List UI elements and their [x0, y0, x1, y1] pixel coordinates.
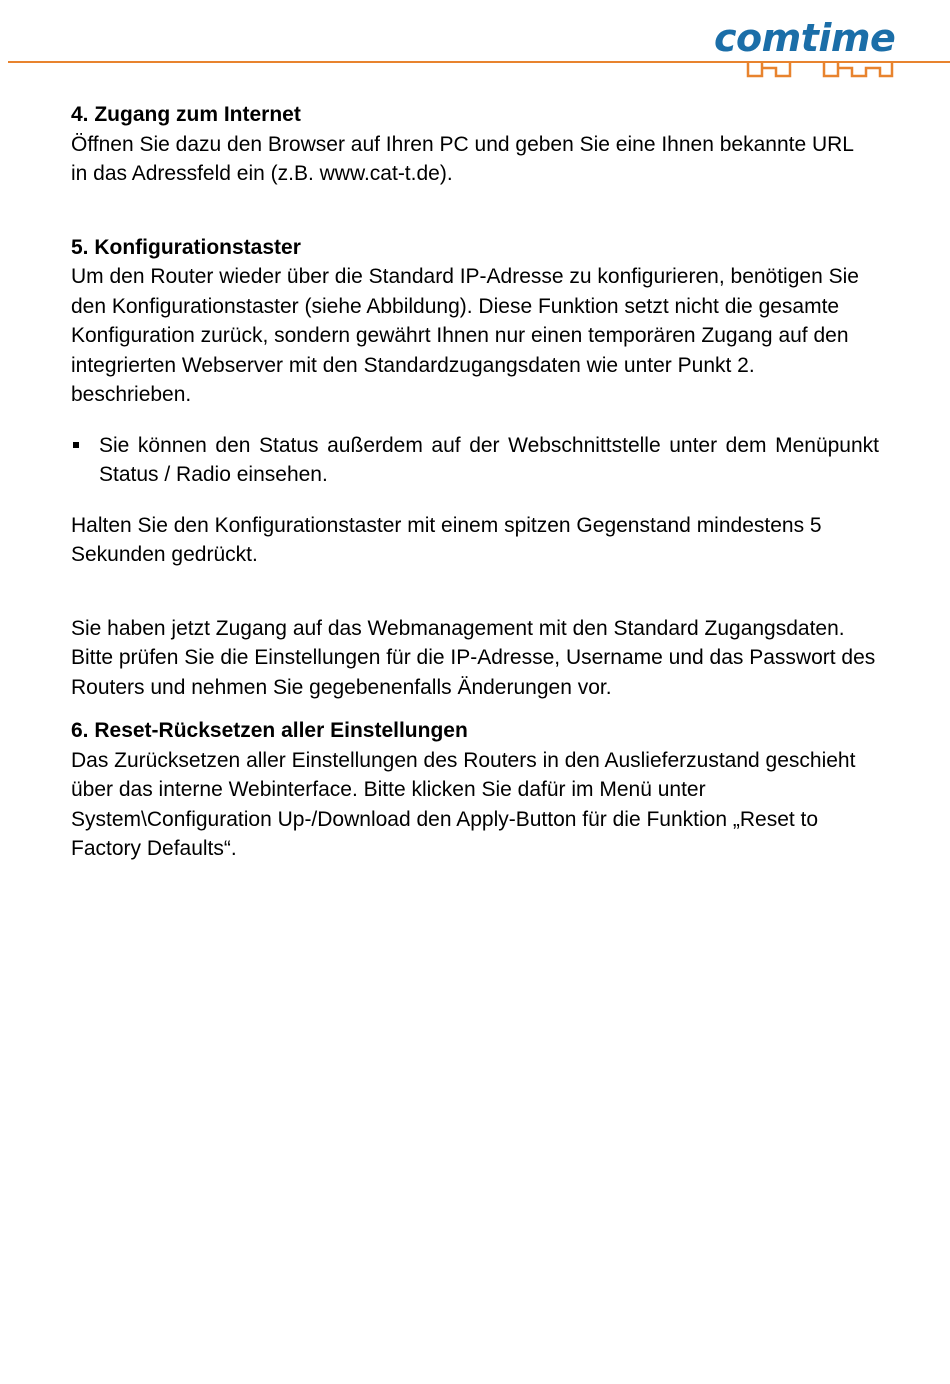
logo-wordmark: comtime	[714, 16, 896, 60]
bullet-text: Sie können den Status außerdem auf der Webschnittstelle unter dem Menüpunkt Status / Radio einsehen.	[99, 433, 879, 486]
section-4-title: 4. Zugang zum Internet	[71, 103, 301, 126]
comtime-logo	[714, 12, 924, 84]
section-5-para3: Sie haben jetzt Zugang auf das Webmanagement mit den Standard Zugangsdaten. Bitte prüfen Sie die Einstellungen für die IP-Adresse, Username und das Passwort des Routers und nehmen Sie gegebenenfalls Änderungen vor.	[71, 616, 876, 699]
bullet-square-icon	[73, 442, 79, 448]
section-5-para2: Halten Sie den Konfigurationstaster mit einem spitzen Gegenstand mindestens 5 Sekunden gedrückt.	[71, 513, 822, 566]
page-header	[0, 0, 950, 90]
section-6-title: 6. Reset-Rücksetzen aller Einstellungen	[71, 719, 468, 742]
section-4-body: Öffnen Sie dazu den Browser auf Ihren PC und geben Sie eine Ihnen bekannte URL in das Adressfeld ein (z.B. www.cat-t.de).	[71, 132, 854, 185]
section-5-title: 5. Konfigurationstaster	[71, 235, 301, 259]
document-body	[71, 100, 879, 864]
comtime-wave-logo-icon	[746, 60, 894, 80]
section-5-bullet	[71, 431, 879, 490]
section-6-body: Das Zurücksetzen aller Einstellungen des Routers in den Auslieferzustand geschieht über das interne Webinterface. Bitte klicken Sie dafür im Menü unter System\Configuration Up-/Download den Apply-Button für die Funktion „Reset to Factory Defaults“.	[71, 748, 856, 860]
section-5-body: Um den Router wieder über die Standard IP-Adresse zu konfigurieren, benötigen Sie den Konfigurationstaster (siehe Abbildung). Diese Funktion setzt nicht die gesamte Konfiguration zurück, sondern gewährt Ihnen nur einen temporären Zugang auf den integrierten Webserver mit den Standardzugangsdaten wie unter Punkt 2. beschrieben.	[71, 265, 859, 406]
